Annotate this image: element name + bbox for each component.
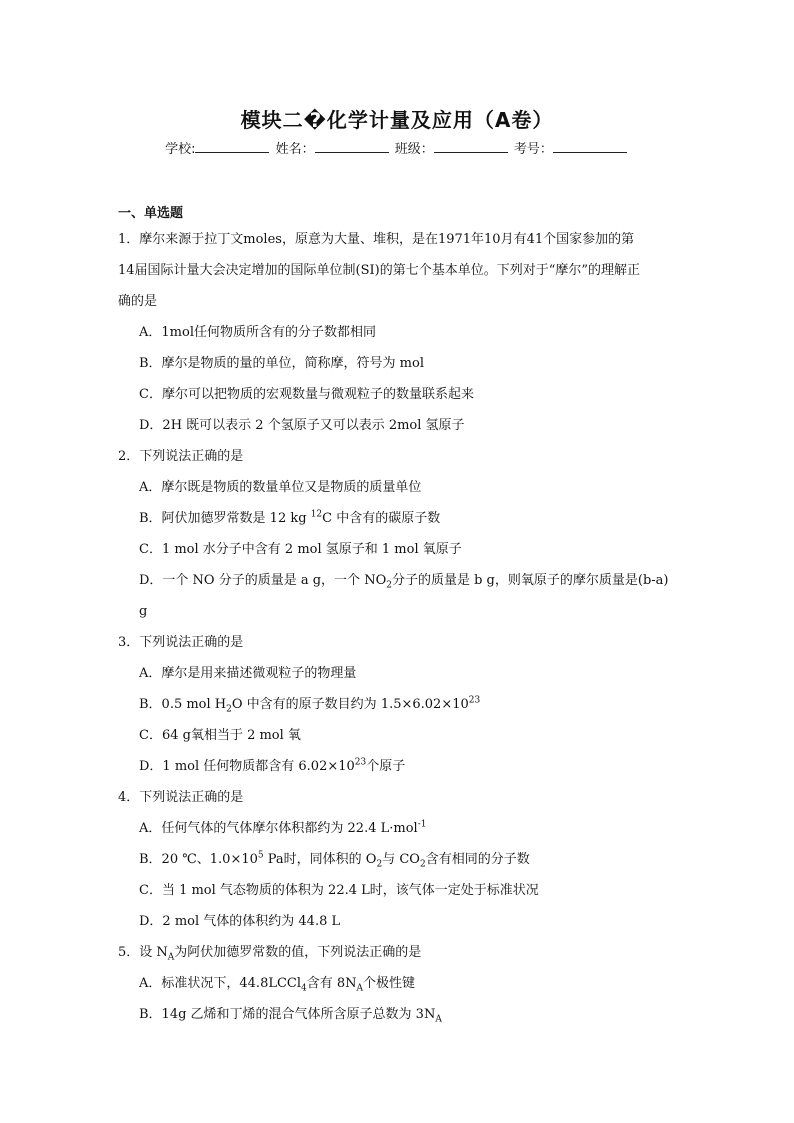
q4-option-a: A．任何气体的气体摩尔体积都约为 22.4 L·mol$^{-1}$ bbox=[139, 819, 427, 836]
q1-option-c: C．摩尔可以把物质的宏观数量与微观粒子的数量联系起来 bbox=[139, 387, 474, 402]
exam-no-blank[interactable] bbox=[553, 139, 627, 153]
q3-stem: 3．下列说法正确的是 bbox=[118, 635, 244, 650]
q2-option-c: C．1 mol 水分子中含有 2 mol 氢原子和 1 mol 氧原子 bbox=[139, 542, 462, 557]
q2-option-a: A．摩尔既是物质的数量单位又是物质的质量单位 bbox=[139, 480, 422, 495]
q1-stem-line3: 确的是 bbox=[118, 294, 158, 309]
q2-option-d-cont: g bbox=[139, 604, 148, 619]
q5-option-a: A．标准状况下，44.8LCCl$_4$含有 $8N_A$个极性键 bbox=[139, 976, 416, 994]
q3-option-a: A．摩尔是用来描述微观粒子的物理量 bbox=[139, 666, 357, 681]
q2-stem: 2．下列说法正确的是 bbox=[118, 449, 244, 464]
q3-option-d: D．1 mol 任何物质都含有 $6.02\times 10^{23}$个原子 bbox=[139, 757, 406, 774]
q4-option-b: B．20 ℃、$1.0\times 10^5$ Pa时，同体积的 $O_2$与 $CO_2$含有相同的分子数 bbox=[139, 850, 530, 870]
q1-stem-line2: 14届国际计量大会决定增加的国际单位制(SI)的第七个基本单位。下列对于“摩尔”的理解正 bbox=[118, 263, 641, 278]
school-blank[interactable] bbox=[195, 139, 269, 153]
class-label: 班级： bbox=[394, 142, 434, 157]
q4-stem: 4．下列说法正确的是 bbox=[118, 790, 244, 805]
q4-option-d: D．2 mol 气体的体积约为 44.8 L bbox=[139, 914, 341, 929]
q5-stem: 5．设 $N_A$为阿伏加德罗常数的值，下列说法正确的是 bbox=[118, 945, 422, 963]
q1-stem-line1: 1．摩尔来源于拉丁文moles，原意为大量、堆积，是在1971年10月有41个国家参加的第 bbox=[118, 232, 635, 247]
q2-option-d: D．一个 NO 分子的质量是 a g，一个 $NO_2$分子的质量是 b g，则氧原子的摩尔质量是(b-a) bbox=[139, 573, 669, 591]
name-label: 姓名： bbox=[275, 142, 315, 157]
student-info-row bbox=[0, 138, 794, 157]
q2-option-b: B．阿伏加德罗常数是 12 kg $^{12}$C 中含有的碳原子数 bbox=[139, 509, 441, 526]
q3-option-c: C．64 g氧相当于 2 mol 氧 bbox=[139, 728, 301, 743]
question-list bbox=[118, 224, 678, 1030]
class-blank[interactable] bbox=[434, 139, 508, 153]
q1-option-d: D．2H 既可以表示 2 个氢原子又可以表示 2mol 氢原子 bbox=[139, 418, 465, 433]
q1-option-b: B．摩尔是物质的量的单位，简称摩，符号为 mol bbox=[139, 356, 424, 371]
page-title: 模块二�化学计量及应用（A卷） bbox=[240, 108, 554, 132]
name-blank[interactable] bbox=[315, 139, 389, 153]
q5-option-b: B．14g 乙烯和丁烯的混合气体所含原子总数为 $3N_A$ bbox=[139, 1007, 442, 1025]
section-heading: 一、单选题 bbox=[118, 206, 184, 221]
q1-option-a: A．1mol任何物质所含有的分子数都相同 bbox=[139, 325, 376, 340]
exam-no-label: 考号： bbox=[513, 142, 553, 157]
q3-option-b: B．0.5 mol $H_2O$ 中含有的原子数目约为 $1.5\times 6.02\times 10^{23}$ bbox=[139, 695, 481, 715]
school-label: 学校: bbox=[165, 142, 196, 157]
q4-option-c: C．当 1 mol 气态物质的体积为 22.4 L时，该气体一定处于标准状况 bbox=[139, 883, 539, 898]
